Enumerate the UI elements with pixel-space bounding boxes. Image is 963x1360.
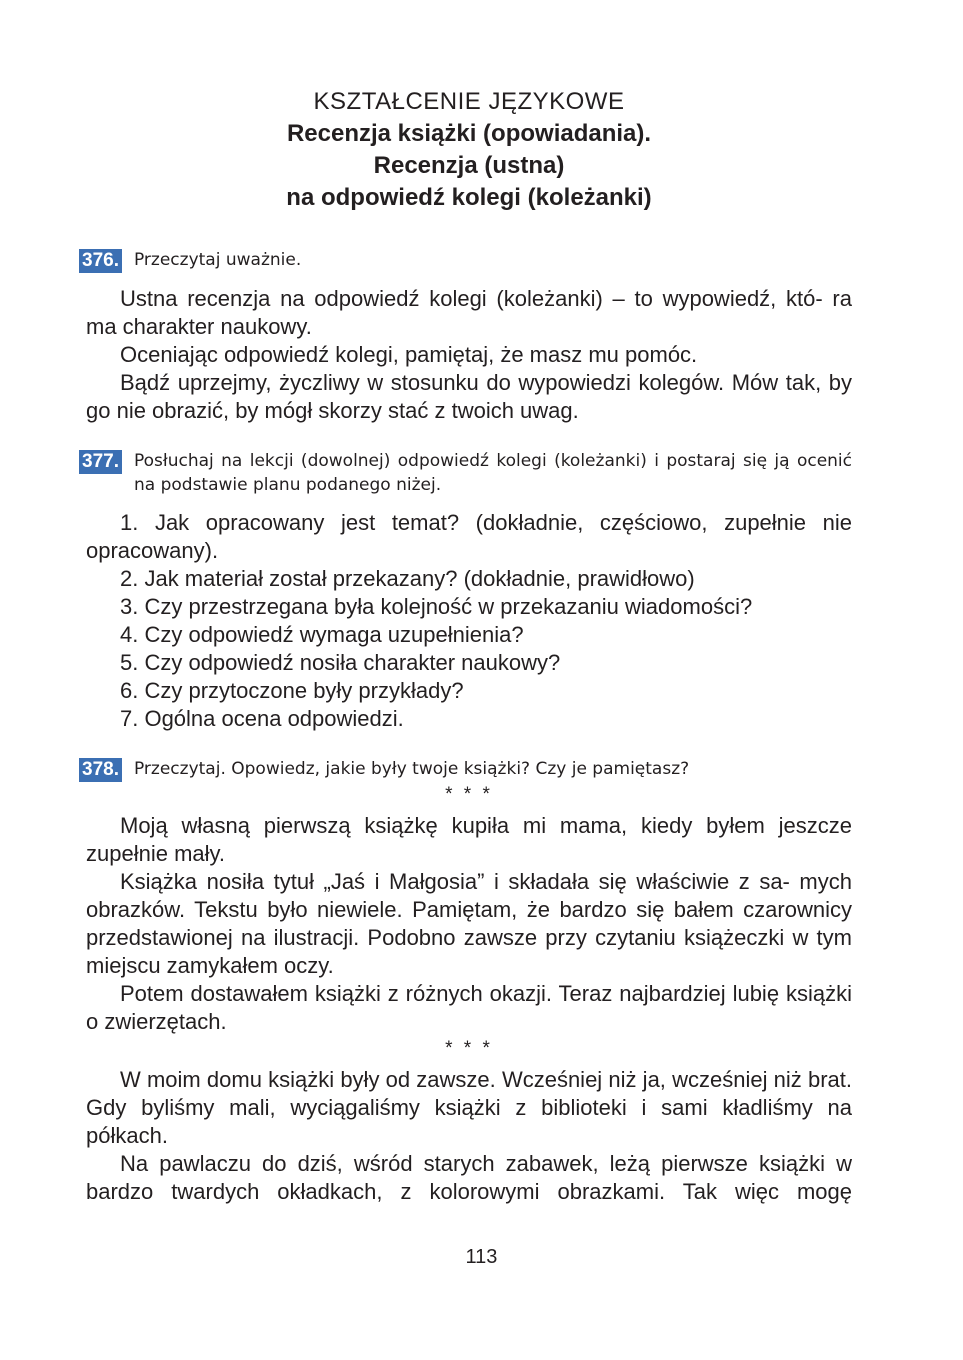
section-title: KSZTAŁCENIE JĘZYKOWE xyxy=(313,88,625,115)
list-item: 5. Czy odpowiedź nosiła charakter naukowy? xyxy=(120,650,561,675)
textbook-page xyxy=(82,86,852,1206)
exercise-number-badge: 376. xyxy=(79,249,122,273)
chapter-heading xyxy=(86,86,852,214)
paragraph: W moim domu książki były od zawsze. Wcześniej niż ja, wcześniej niż brat. Gdy byliśmy mali, wyciągaliśmy książki z biblioteki i sami kładliśmy na półkach. xyxy=(86,1067,852,1148)
page-number: 113 xyxy=(465,1246,498,1268)
list-item: 2. Jak materiał został przekazany? (dokładnie, prawidłowo) xyxy=(120,566,695,591)
exercise-number-badge: 377. xyxy=(79,450,122,474)
exercise-378-header xyxy=(82,757,852,782)
paragraph: Bądź uprzejmy, życzliwy w stosunku do wypowiedzi kolegów. Mów tak, by go nie obrazić, by mógł skorzy stać z twoich uwag. xyxy=(86,370,852,423)
list-item: 7. Ogólna ocena odpowiedzi. xyxy=(120,706,404,731)
topic-title-line-1: Recenzja książki (opowiadania). xyxy=(286,120,652,147)
exercise-376-header xyxy=(82,248,852,273)
topic-title-line-3: na odpowiedź kolegi (koleżanki) xyxy=(286,184,652,211)
exercise-instruction: Posłuchaj na lekcji (dowolnej) odpowiedź kolegi (koleżanki) i postaraj się ją ocenić na podstawie planu podanego niżej. xyxy=(133,451,852,495)
exercise-number-badge: 378. xyxy=(79,758,122,782)
list-item: 1. Jak opracowany jest temat? (dokładnie, częściowo, zupełnie nie opracowany). xyxy=(86,510,852,563)
paragraph: Ustna recenzja na odpowiedź kolegi (koleżanki) – to wypowiedź, któ- ra ma charakter naukowy. xyxy=(86,286,852,339)
list-item: 3. Czy przestrzegana była kolejność w przekazaniu wiadomości? xyxy=(120,594,753,619)
list-item: 4. Czy odpowiedź wymaga uzupełnienia? xyxy=(120,622,524,647)
paragraph: Na pawlaczu do dziś, wśród starych zabawek, leżą pierwsze książki w bardzo twardych okładkach, z kolorowymi obrazkami. Tak więc mogę xyxy=(86,1151,852,1204)
paragraph: Oceniając odpowiedź kolegi, pamiętaj, że masz mu pomóc. xyxy=(120,342,698,367)
section-separator: * * * xyxy=(445,784,493,805)
paragraph: Książka nosiła tytuł „Jaś i Małgosia” i składała się właściwie z sa- mych obrazków. Tekstu było niewiele. Pamiętam, że bardzo się bałem czarownicy przedstawionej na ilustracji. Podobno zawsze przy czytaniu książeczki w tym miejscu zamykałem oczy. xyxy=(86,869,852,978)
topic-title-line-2: Recenzja (ustna) xyxy=(373,152,565,179)
exercise-instruction: Przeczytaj uważnie. xyxy=(133,250,302,270)
list-item: 6. Czy przytoczone były przykłady? xyxy=(120,678,464,703)
paragraph: Potem dostawałem książki z różnych okazji. Teraz najbardziej lubię książki o zwierzętach. xyxy=(86,981,852,1034)
exercise-instruction: Przeczytaj. Opowiedz, jakie były twoje książki? Czy je pamiętasz? xyxy=(133,759,690,779)
paragraph: Moją własną pierwszą książkę kupiła mi mama, kiedy byłem jeszcze zupełnie mały. xyxy=(86,813,852,866)
section-separator: * * * xyxy=(445,1038,493,1059)
exercise-377-header xyxy=(82,449,852,497)
